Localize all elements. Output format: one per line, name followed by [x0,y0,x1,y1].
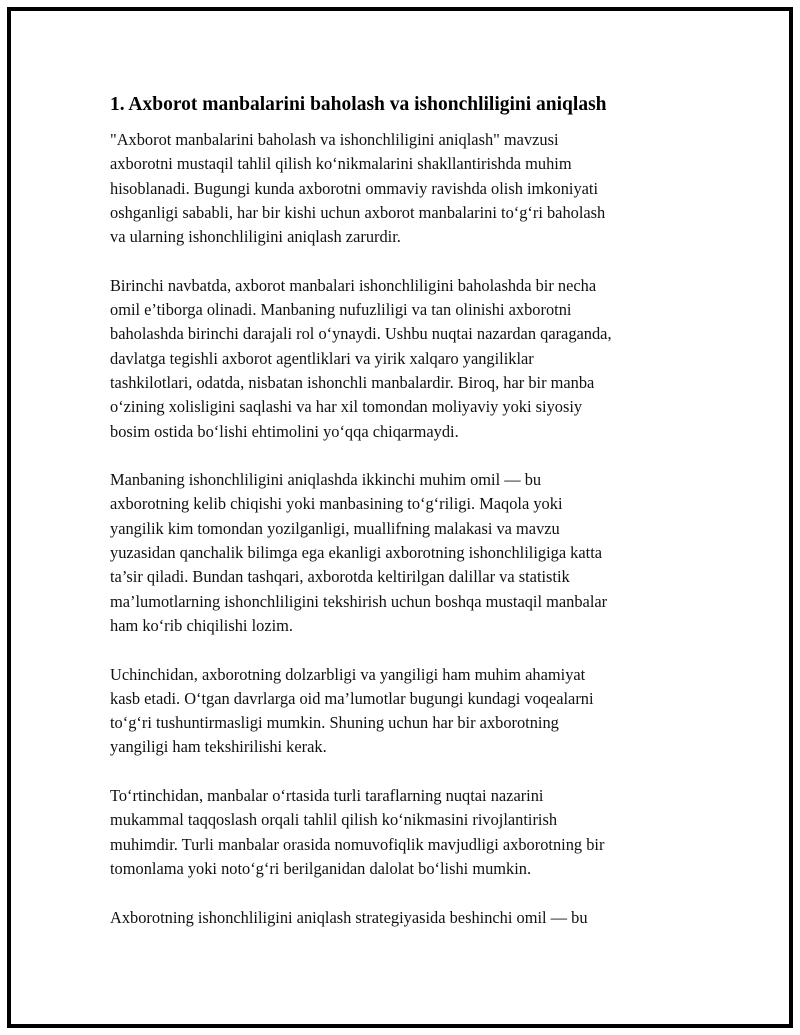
paragraph-line: ham ko‘rib chiqilishi lozim. [110,615,294,635]
paragraph-line: axborotning kelib chiqishi yoki manbasining to‘g‘riligi. Maqola yoki [110,494,563,514]
paragraph-line: Axborotning ishonchliligini aniqlash strategiyasida beshinchi omil — bu [110,907,588,927]
paragraph-line: ma’lumotlarning ishonchliligini tekshirish uchun boshqa mustaqil manbalar [110,591,608,611]
paragraph-line: tashkilotlari, odatda, nisbatan ishonchli manbalardir. Biroq, har bir manba [110,372,595,392]
paragraph-line: bosim ostida bo‘lishi ehtimolini yo‘qqa chiqarmaydi. [110,421,459,441]
paragraph-line: davlatga tegishli axborot agentliklari va yirik xalqaro yangiliklar [110,348,534,368]
paragraph-line: ta’sir qiladi. Bundan tashqari, axborotda keltirilgan dalillar va statistik [110,567,570,587]
paragraph-line: "Axborot manbalarini baholash va ishonchliligini aniqlash" mavzusi [110,130,559,149]
paragraph-line: omil e’tiborga olinadi. Manbaning nufuzliligi va tan olinishi axborotni [110,300,572,320]
paragraph-line: to‘g‘ri tushuntirmasligi mumkin. Shuning uchun har bir axborotning [110,713,559,733]
paragraph-2 [110,274,690,444]
paragraph-6 [110,906,690,930]
paragraph-line: hisoblanadi. Bugungi kunda axborotni ommaviy ravishda olish imkoniyati [110,178,599,198]
paragraph-line: va ularning ishonchliligini aniqlash zarurdir. [110,227,401,247]
paragraph-3 [110,468,690,638]
document-title: 1. Axborot manbalarini baholash va ishonchliligini aniqlash [110,94,607,115]
paragraph-line: tomonlama yoki noto‘g‘ri berilganidan dalolat bo‘lishi mumkin. [110,858,532,878]
paragraph-line: Uchinchidan, axborotning dolzarbligi va yangiligi ham muhim ahamiyat [110,664,586,684]
paragraph-line: Manbaning ishonchliligini aniqlashda ikkinchi muhim omil — bu [110,470,542,490]
document-body [110,92,690,954]
paragraph-line: yuzasidan qanchalik bilimga ega ekanligi axborotning ishonchliligiga katta [110,543,603,563]
paragraph-line: baholashda birinchi darajali rol o‘ynaydi. Ushbu nuqtai nazardan qaraganda, [110,324,612,344]
paragraph-line: To‘rtinchidan, manbalar o‘rtasida turli taraflarning nuqtai nazarini [110,786,544,806]
paragraph-line: Birinchi navbatda, axborot manbalari ishonchliligini baholashda bir necha [110,275,597,295]
paragraph-line: axborotni mustaqil tahlil qilish ko‘nikmalarini shakllantirishda muhim [110,154,572,174]
paragraph-line: mukammal taqqoslash orqali tahlil qilish ko‘nikmasini rivojlantirish [110,810,558,830]
paragraph-line: oshganligi sababli, har bir kishi uchun axborot manbalarini to‘g‘ri baholash [110,202,606,222]
paragraph-1 [110,128,690,249]
paragraph-line: muhimdir. Turli manbalar orasida nomuvofiqlik mavjudligi axborotning bir [110,834,605,854]
paragraph-line: o‘zining xolisligini saqlashi va har xil tomondan moliyaviy yoki siyosiy [110,397,583,417]
paragraph-line: yangilik kim tomondan yozilganligi, muallifning malakasi va mavzu [110,518,560,538]
paragraph-4 [110,663,690,760]
paragraph-line: kasb etadi. O‘tgan davrlarga oid ma’lumotlar bugungi kundagi voqealarni [110,688,594,708]
paragraph-5 [110,784,690,881]
paragraph-line: yangiligi ham tekshirilishi kerak. [110,737,327,757]
